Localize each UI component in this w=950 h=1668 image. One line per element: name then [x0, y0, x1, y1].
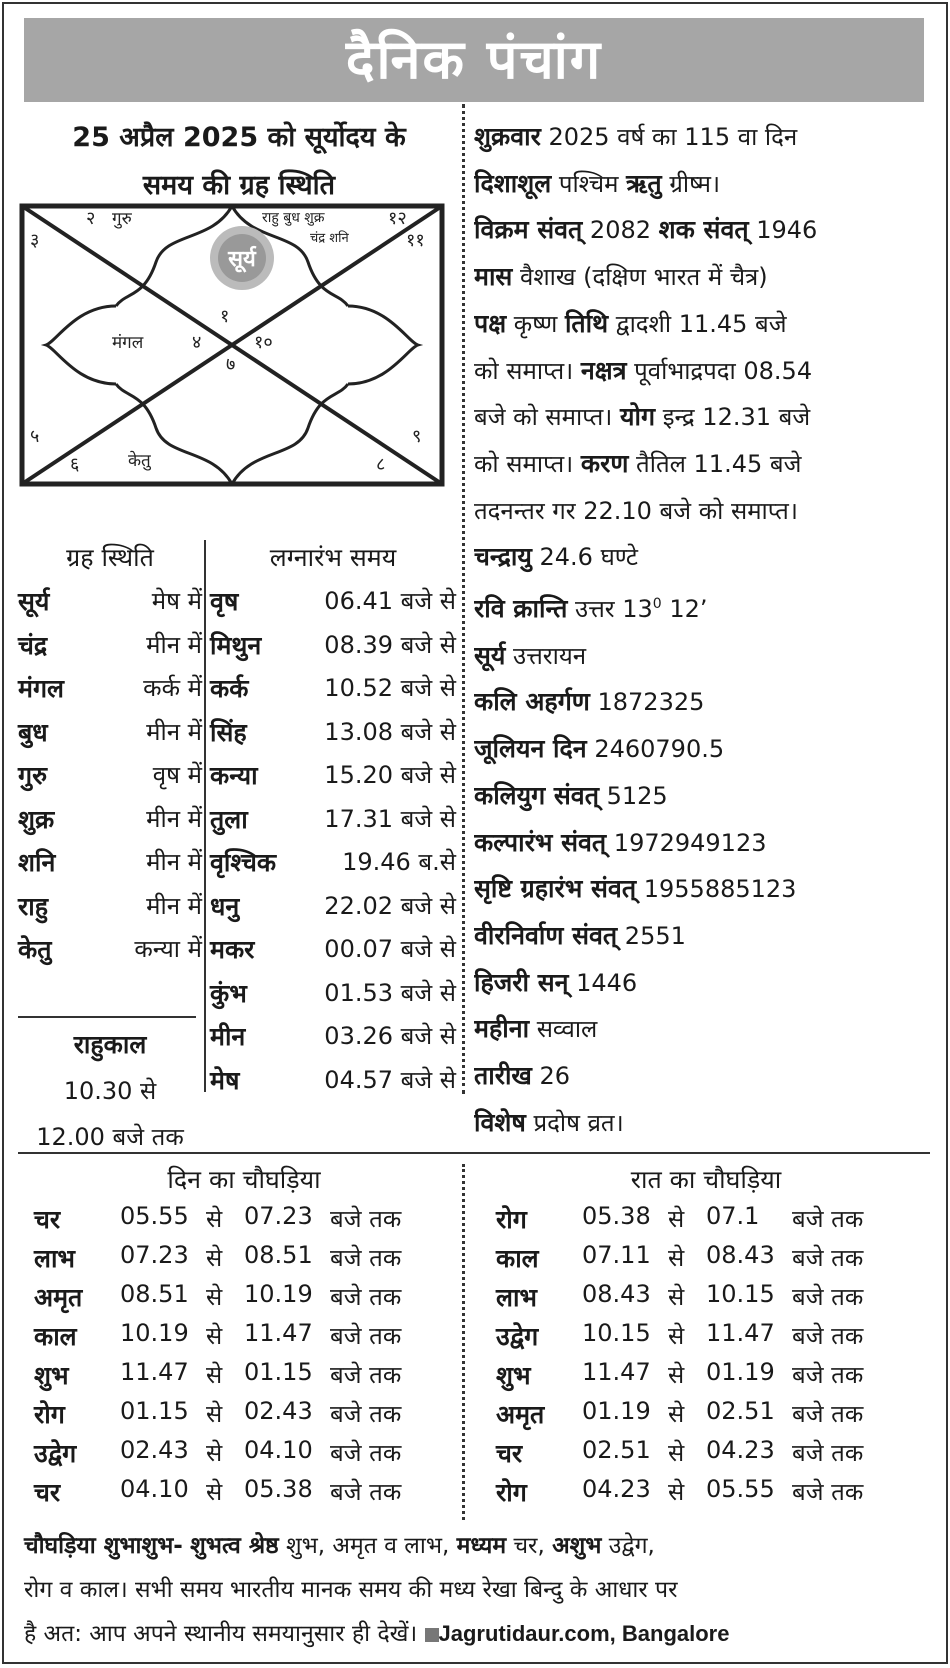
- choghadiya-to: 04.23: [706, 1436, 775, 1464]
- lagna-sign: मकर: [210, 935, 255, 964]
- graha-planet: बुध: [18, 717, 48, 747]
- surya-label: सूर्य: [474, 640, 506, 670]
- chandrayu-value: 24.6 घण्टे: [539, 543, 638, 572]
- lagna-time: 19.46 ब.से: [342, 848, 456, 876]
- graha-sign: मीन में: [146, 717, 202, 746]
- graha-planet: राहु: [18, 891, 48, 921]
- maas-label: मास: [474, 262, 513, 292]
- choghadiya-from: 10.19: [120, 1319, 189, 1347]
- lagna-sign: वृश्चिक: [210, 848, 277, 877]
- weekday: शुक्रवार: [474, 122, 541, 151]
- choghadiya-tak: बजे तक: [792, 1400, 864, 1428]
- house-4: ४: [192, 332, 202, 353]
- graha-planet: शुक्र: [18, 804, 55, 834]
- choghadiya-name: चर: [496, 1439, 523, 1468]
- nakshatra-end: बजे को समाप्त।: [474, 403, 613, 432]
- ashubh-value: उद्वेग,: [608, 1533, 655, 1559]
- choghadiya-from: 11.47: [582, 1358, 651, 1386]
- lagna-time: 22.02 बजे से: [324, 891, 456, 920]
- choghadiya-tak: बजे तक: [330, 1322, 402, 1350]
- choghadiya-se: से: [206, 1400, 223, 1428]
- chart-title: 25 अप्रैल 2025 को सूर्योदय के समय की ग्रह स्थिति: [72, 122, 406, 201]
- choghadiya-to: 05.55: [706, 1475, 775, 1503]
- yog-label: योग: [620, 402, 656, 432]
- graha-sthiti-table: [18, 540, 202, 1010]
- lagna-sign: कर्क: [210, 674, 249, 703]
- shak-samvat-value: 1946: [756, 216, 818, 245]
- shubh-value: शुभ, अमृत व लाभ,: [286, 1533, 450, 1559]
- choghadiya-tak: बजे तक: [330, 1244, 402, 1272]
- choghadiya-se: से: [668, 1244, 685, 1272]
- graha-planet: मंगल: [18, 674, 64, 703]
- choghadiya-name: चर: [34, 1478, 61, 1507]
- rahukaal-to: 12.00 बजे तक: [36, 1123, 184, 1151]
- choghadiya-from: 10.15: [582, 1319, 651, 1347]
- footer-line-3: है अत: आप अपने स्थानीय समयानुसार ही देखें।: [24, 1621, 418, 1647]
- day-of-year: 2025 वर्ष का 115 वा दिन: [548, 123, 798, 151]
- srishti-samvat-value: 1955885123: [643, 875, 797, 904]
- footer-line-2: रोग व काल। सभी समय भारतीय मानक समय की मध्य रेखा बिन्दु के आधार पर: [24, 1577, 678, 1603]
- choghadiya-name: काल: [34, 1322, 77, 1351]
- house-6-planets: केतु: [128, 451, 151, 471]
- choghadiya-name: लाभ: [34, 1244, 76, 1273]
- house-12: १२: [388, 208, 407, 229]
- choghadiya-se: से: [668, 1439, 685, 1467]
- graha-sign: मेष में: [151, 587, 202, 615]
- source-credit: Jagrutidaur.com, Bangalore: [438, 1621, 730, 1646]
- lagna-sign: तुला: [210, 804, 248, 834]
- choghadiya-to: 02.51: [706, 1397, 775, 1425]
- veernirvan-samvat-value: 2551: [624, 921, 686, 950]
- choghadiya-from: 04.10: [120, 1475, 189, 1503]
- choghadiya-name: रोग: [34, 1400, 65, 1429]
- vikram-samvat-label: विक्रम संवत्: [474, 215, 583, 245]
- graha-sign: वृष में: [152, 761, 202, 789]
- choghadiya-tak: बजे तक: [792, 1244, 864, 1272]
- choghadiya-tak: बजे तक: [792, 1478, 864, 1506]
- choghadiya-to: 01.15: [244, 1358, 313, 1386]
- choghadiya-tak: बजे तक: [330, 1400, 402, 1428]
- divider-rahukaal: [18, 1016, 196, 1018]
- graha-planet: चंद्र: [18, 630, 48, 660]
- house-5: ५: [30, 426, 40, 447]
- vikram-samvat-value: 2082: [589, 216, 651, 245]
- choghadiya-to: 01.19: [706, 1358, 775, 1386]
- lagna-heading: लग्नारंभ समय: [269, 543, 397, 572]
- lagna-sign: सिंह: [210, 717, 247, 747]
- kundli-chart: [16, 202, 466, 492]
- choghadiya-tak: बजे तक: [330, 1439, 402, 1467]
- kalparambh-samvat-value: 1972949123: [613, 828, 767, 857]
- lagna-time: 00.07 बजे से: [324, 935, 456, 963]
- tarikh-label: तारीख: [474, 1061, 532, 1091]
- choghadiya-name: अमृत: [34, 1283, 83, 1312]
- lagna-time: 08.39 बजे से: [324, 630, 456, 659]
- choghadiya-se: से: [668, 1400, 685, 1428]
- choghadiya-name: शुभ: [496, 1361, 531, 1390]
- square-icon: [425, 1628, 439, 1642]
- mahina-value: सव्वाल: [536, 1015, 598, 1044]
- choghadiya-from: 01.15: [120, 1397, 189, 1425]
- choghadiya-se: से: [206, 1205, 223, 1233]
- tithi-label: तिथि: [564, 308, 609, 338]
- graha-sign: मीन में: [146, 804, 202, 833]
- julian-day-label: जूलियन दिन: [474, 734, 587, 764]
- ritu-value: ग्रीष्म।: [669, 169, 721, 198]
- paksha-label: पक्ष: [474, 308, 507, 338]
- graha-planet: सूर्य: [18, 587, 50, 616]
- kaliyug-samvat-label: कलियुग संवत्: [474, 780, 599, 810]
- karan-label: करण: [580, 448, 629, 478]
- choghadiya-to: 11.47: [244, 1319, 313, 1347]
- divider-vertical-bottom: [462, 1164, 465, 1520]
- dishashool-label: दिशाशूल: [474, 168, 552, 198]
- house-2: २: [86, 208, 96, 229]
- lagna-time: 04.57 बजे से: [324, 1065, 456, 1094]
- divider-left-columns: [204, 540, 206, 1092]
- kali-ahargan-value: 1872325: [597, 688, 705, 717]
- choghadiya-night: [496, 1162, 916, 1536]
- choghadiya-tak: बजे तक: [792, 1322, 864, 1350]
- lagna-time: 03.26 बजे से: [324, 1022, 456, 1050]
- lagna-table: [210, 540, 456, 1100]
- veernirvan-samvat-label: वीरनिर्वाण संवत्: [474, 920, 618, 950]
- choghadiya-from: 07.23: [120, 1241, 189, 1269]
- house-12-planets: राहु बुध शुक्र: [262, 210, 325, 226]
- graha-planet: गुरु: [18, 761, 48, 790]
- lagna-sign: धनु: [210, 891, 240, 921]
- shak-samvat-label: शक संवत्: [658, 215, 749, 245]
- choghadiya-tak: बजे तक: [792, 1205, 864, 1233]
- choghadiya-to: 11.47: [706, 1319, 775, 1347]
- choghadiya-to: 10.19: [244, 1280, 313, 1308]
- choghadiya-se: से: [668, 1205, 685, 1233]
- choghadiya-from: 04.23: [582, 1475, 651, 1503]
- lagna-sign: वृष: [210, 587, 239, 616]
- choghadiya-tak: बजे तक: [792, 1283, 864, 1311]
- choghadiya-name: शुभ: [34, 1361, 69, 1390]
- vishesh-value: प्रदोष व्रत।: [533, 1108, 624, 1137]
- choghadiya-from: 07.11: [582, 1241, 651, 1269]
- ravi-kranti-value: उत्तर 13: [575, 595, 653, 624]
- dishashool-value: पश्चिम: [558, 169, 619, 198]
- rahukaal-box: [18, 1022, 202, 1160]
- house-2-planets: गुरु: [112, 209, 132, 229]
- tarikh-value: 26: [539, 1062, 571, 1091]
- lagna-time: 10.52 बजे से: [324, 674, 456, 702]
- kalparambh-samvat-label: कल्पारंभ संवत्: [474, 827, 607, 857]
- lagna-time: 17.31 बजे से: [324, 804, 456, 833]
- lagna-time: 06.41 बजे से: [324, 587, 456, 615]
- graha-sthiti-heading: ग्रह स्थिति: [66, 543, 154, 572]
- graha-sign: कन्या में: [134, 935, 202, 963]
- choghadiya-to: 08.43: [706, 1241, 775, 1269]
- house-7: ७: [226, 354, 236, 375]
- tithi-end: को समाप्त।: [474, 356, 574, 385]
- sun-planet: सूर्य: [228, 247, 256, 272]
- lagna-sign: मीन: [210, 1022, 246, 1051]
- choghadiya-from: 05.55: [120, 1202, 189, 1230]
- house-12-planets-2: चंद्र शनि: [310, 231, 349, 246]
- lagna-sign: कन्या: [210, 761, 258, 790]
- footer-note: [24, 1524, 928, 1656]
- choghadiya-to: 02.43: [244, 1397, 313, 1425]
- choghadiya-se: से: [206, 1361, 223, 1389]
- choghadiya-name: अमृत: [496, 1400, 545, 1429]
- choghadiya-se: से: [206, 1439, 223, 1467]
- lagna-time: 15.20 बजे से: [324, 761, 456, 789]
- panchang-details: [474, 114, 936, 1146]
- mahina-label: महीना: [474, 1014, 530, 1044]
- hijri-label: हिजरी सन्: [474, 967, 569, 997]
- panchang-page: [2, 2, 948, 1664]
- choghadiya-from: 01.19: [582, 1397, 651, 1425]
- ravi-kranti-minutes: 12’: [669, 595, 708, 624]
- house-8: ८: [376, 454, 386, 475]
- lagna-sign: कुंभ: [210, 978, 247, 1008]
- page-title: दैनिक पंचांग: [24, 18, 924, 102]
- choghadiya-day: [34, 1162, 454, 1536]
- graha-sign: मीन में: [146, 848, 202, 876]
- house-9: ९: [412, 426, 422, 447]
- choghadiya-day-heading: दिन का चौघड़िया: [167, 1165, 321, 1194]
- chandrayu-label: चन्द्रायु: [474, 542, 532, 572]
- yog-end: को समाप्त।: [474, 449, 574, 478]
- surya-value: उत्तरायन: [513, 641, 587, 670]
- house-10: १०: [254, 332, 273, 353]
- rahukaal-from: 10.30 से: [63, 1077, 157, 1105]
- choghadiya-tak: बजे तक: [792, 1361, 864, 1389]
- julian-day-value: 2460790.5: [594, 735, 725, 764]
- choghadiya-se: से: [206, 1478, 223, 1506]
- choghadiya-to: 10.15: [706, 1280, 775, 1308]
- choghadiya-from: 08.51: [120, 1280, 189, 1308]
- graha-planet: शनि: [18, 848, 56, 877]
- choghadiya-name: उद्वेग: [496, 1322, 539, 1351]
- karan-value: तैतिल 11.45 बजे: [636, 449, 802, 478]
- maas-value: वैशाख (दक्षिण भारत में चैत्र): [519, 263, 768, 292]
- yog-value: इन्द्र 12.31 बजे: [662, 403, 811, 432]
- choghadiya-name: चर: [34, 1205, 61, 1234]
- choghadiya-from: 11.47: [120, 1358, 189, 1386]
- choghadiya-tak: बजे तक: [330, 1478, 402, 1506]
- tithi-value: द्वादशी 11.45 बजे: [615, 309, 787, 338]
- choghadiya-name: उद्वेग: [34, 1439, 77, 1468]
- nakshatra-label: नक्षत्र: [580, 355, 627, 385]
- lagna-sign: मेष: [210, 1065, 240, 1095]
- paksha-value: कृष्ण: [513, 309, 558, 338]
- srishti-samvat-label: सृष्टि ग्रहारंभ संवत्: [474, 874, 637, 904]
- choghadiya-name: रोग: [496, 1478, 527, 1507]
- choghadiya-name: काल: [496, 1244, 539, 1273]
- madhyam-label: मध्यम: [456, 1533, 507, 1559]
- ravi-kranti-label: रवि क्रान्ति: [474, 594, 568, 624]
- choghadiya-from: 02.51: [582, 1436, 651, 1464]
- choghadiya-se: से: [206, 1322, 223, 1350]
- choghadiya-night-heading: रात का चौघड़िया: [630, 1165, 782, 1194]
- footer-heading: चौघड़िया शुभाशुभ-: [24, 1533, 183, 1559]
- rahukaal-heading: राहुकाल: [73, 1030, 147, 1059]
- ritu-label: ऋतु: [626, 168, 662, 198]
- choghadiya-se: से: [206, 1244, 223, 1272]
- hijri-value: 1446: [576, 968, 638, 997]
- graha-sign: मीन में: [146, 630, 202, 659]
- choghadiya-tak: बजे तक: [330, 1205, 402, 1233]
- kali-ahargan-label: कलि अहर्गण: [474, 687, 590, 717]
- choghadiya-tak: बजे तक: [330, 1361, 402, 1389]
- choghadiya-se: से: [206, 1283, 223, 1311]
- lagna-time: 01.53 बजे से: [324, 978, 456, 1007]
- choghadiya-from: 02.43: [120, 1436, 189, 1464]
- house-6: ६: [70, 454, 80, 475]
- choghadiya-se: से: [668, 1283, 685, 1311]
- choghadiya-tak: बजे तक: [330, 1283, 402, 1311]
- divider-vertical-top: [462, 104, 465, 1094]
- choghadiya-to: 08.51: [244, 1241, 313, 1269]
- ashubh-label: अशुभ: [552, 1533, 602, 1559]
- house-4-planets: मंगल: [112, 333, 144, 353]
- lagna-time: 13.08 बजे से: [324, 717, 456, 746]
- choghadiya-name: लाभ: [496, 1283, 538, 1312]
- graha-sign: मीन में: [146, 891, 202, 920]
- choghadiya-to: 07.1: [706, 1202, 760, 1230]
- graha-sign: कर्क में: [143, 674, 202, 702]
- vishesh-label: विशेष: [474, 1107, 526, 1137]
- house-11: ११: [406, 230, 425, 251]
- karan-end: तदनन्तर गर 22.10 बजे को समाप्त।: [474, 496, 798, 525]
- choghadiya-to: 04.10: [244, 1436, 313, 1464]
- graha-planet: केतु: [18, 935, 52, 964]
- choghadiya-to: 05.38: [244, 1475, 313, 1503]
- nakshatra-value: पूर्वाभाद्रपदा 08.54: [634, 356, 813, 385]
- shubh-label: शुभत्व श्रेष्ठ: [190, 1533, 279, 1559]
- choghadiya-to: 07.23: [244, 1202, 313, 1230]
- choghadiya-name: रोग: [496, 1205, 527, 1234]
- choghadiya-tak: बजे तक: [792, 1439, 864, 1467]
- choghadiya-from: 05.38: [582, 1202, 651, 1230]
- lagna-sign: मिथुन: [210, 630, 262, 660]
- choghadiya-se: से: [668, 1478, 685, 1506]
- house-3: ३: [30, 230, 40, 251]
- degree-symbol: 0: [652, 596, 662, 613]
- choghadiya-se: से: [668, 1361, 685, 1389]
- choghadiya-se: से: [668, 1322, 685, 1350]
- house-1: १: [220, 306, 230, 327]
- madhyam-value: चर,: [513, 1533, 545, 1559]
- kaliyug-samvat-value: 5125: [606, 781, 668, 810]
- choghadiya-from: 08.43: [582, 1280, 651, 1308]
